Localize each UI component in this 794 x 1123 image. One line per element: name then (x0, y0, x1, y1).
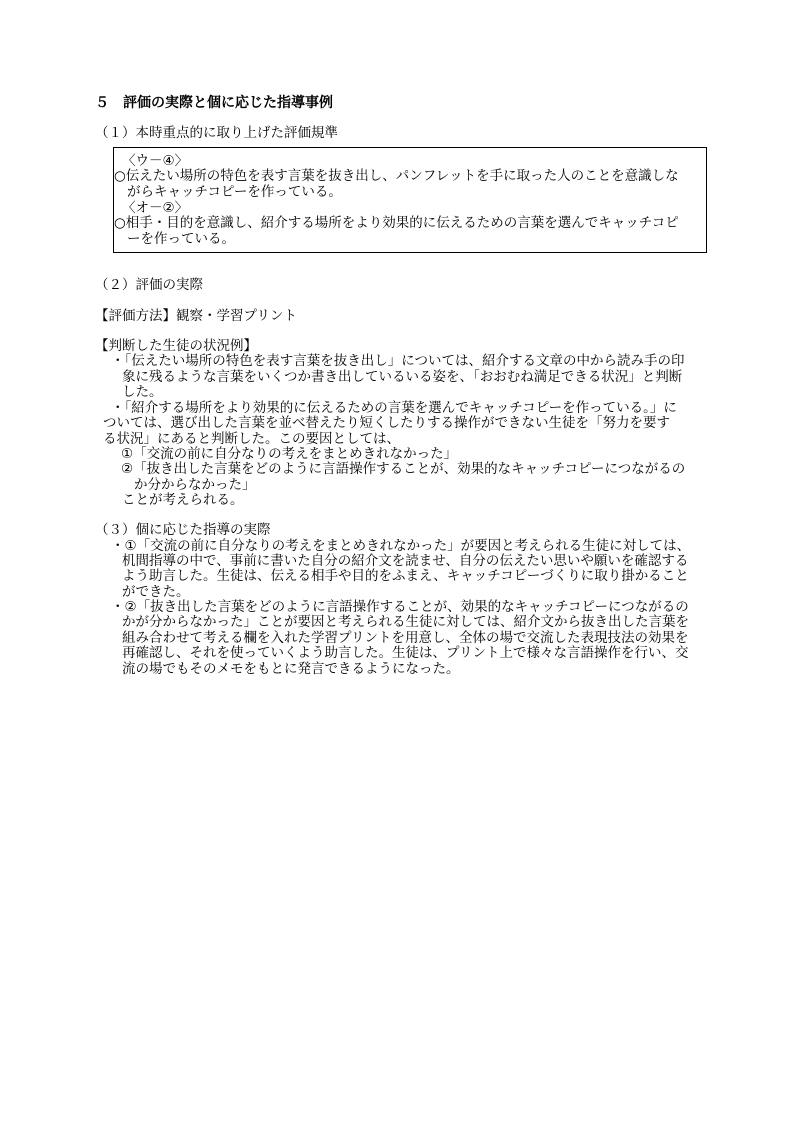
judgment-line: か分からなかった」 (134, 477, 256, 493)
judgment-line: ②「抜き出した言葉をどのように言語操作することが、効果的なキャッチコピーにつながるの (121, 461, 686, 477)
judgment-line: ついては、選び出した言葉を並べ替えたり短くしたりする操作ができない生徒を「努力を要す (103, 415, 670, 431)
evaluation-method: 【評価方法】観察・学習プリント (95, 308, 297, 324)
criteria-line: 〈オ－②〉 (122, 200, 189, 216)
guidance-line: ができた。 (122, 584, 190, 600)
guidance-line: ・②「抜き出した言葉をどのように言語操作することが、効果的なキャッチコピーにつながるの (111, 599, 689, 615)
judgment-line: した。 (122, 384, 163, 400)
judgment-heading: 【判断した生徒の状況例】 (95, 338, 257, 354)
criteria-line: ーを作っている。 (127, 231, 235, 247)
judgment-line: 象に残るような言葉をいくつか書き出しているいる姿を、「おおむね満足できる状況」と判断 (122, 369, 683, 385)
judgment-line: ①「交流の前に自分なりの考えをまとめきれなかった」 (121, 446, 458, 462)
judgment-line: る状況」にあると判断した。この要因としては、 (103, 431, 400, 447)
guidance-line: よう助言した。生徒は、伝える相手や目的をふまえ、キャッチコピーづくりに取り掛かること (122, 568, 689, 584)
guidance-line: ・①「交流の前に自分なりの考えをまとめきれなかった」が要因と考えられる生徒に対しては、 (111, 538, 691, 554)
guidance-line: かが分からなかった」ことが要因と考えられる生徒に対しては、紹介文から抜き出した言葉を (122, 614, 689, 630)
criteria-line: 〈ウ－④〉 (122, 153, 189, 169)
criteria-line: ○相手・目的を意識し、紹介する場所をより効果的に伝えるための言葉を選んでキャッチコピ (114, 215, 679, 231)
sub3-heading: （３）個に応じた指導の実際 (95, 522, 271, 538)
guidance-line: 流の場でもそのメモをもとに発言できるようになった。 (122, 661, 460, 677)
guidance-line: 再確認し、それを使っていくよう助言した。生徒は、プリント上で様々な言語操作を行い、交 (122, 645, 689, 661)
section-title: ５ 評価の実際と個に応じた指導事例 (95, 95, 333, 111)
judgment-line: ことが考えられる。 (122, 492, 244, 508)
criteria-line: ○伝えたい場所の特色を表す言葉を抜き出し、パンフレットを手に取った人のことを意識しな (114, 168, 679, 184)
guidance-line: 組み合わせて考える欄を入れた学習プリントを用意し、全体の場で交流した表現技法の効果を (122, 630, 689, 646)
judgment-line: ・「伝えたい場所の特色を表す言葉を抜き出し」については、紹介する文章の中から読み手の印 (111, 353, 685, 369)
criteria-line: がらキャッチコピーを作っている。 (127, 184, 342, 200)
guidance-line: 机間指導の中で、事前に書いた自分の紹介文を読ませ、自分の伝えたい思いや願いを確認する (122, 553, 689, 569)
judgment-line: ・「紹介する場所をより効果的に伝えるための言葉を選んでキャッチコピーを作っている。」に (111, 400, 677, 416)
sub1-heading: （１）本時重点的に取り上げた評価規準 (95, 125, 338, 141)
sub2-heading: （２）評価の実際 (95, 277, 203, 293)
